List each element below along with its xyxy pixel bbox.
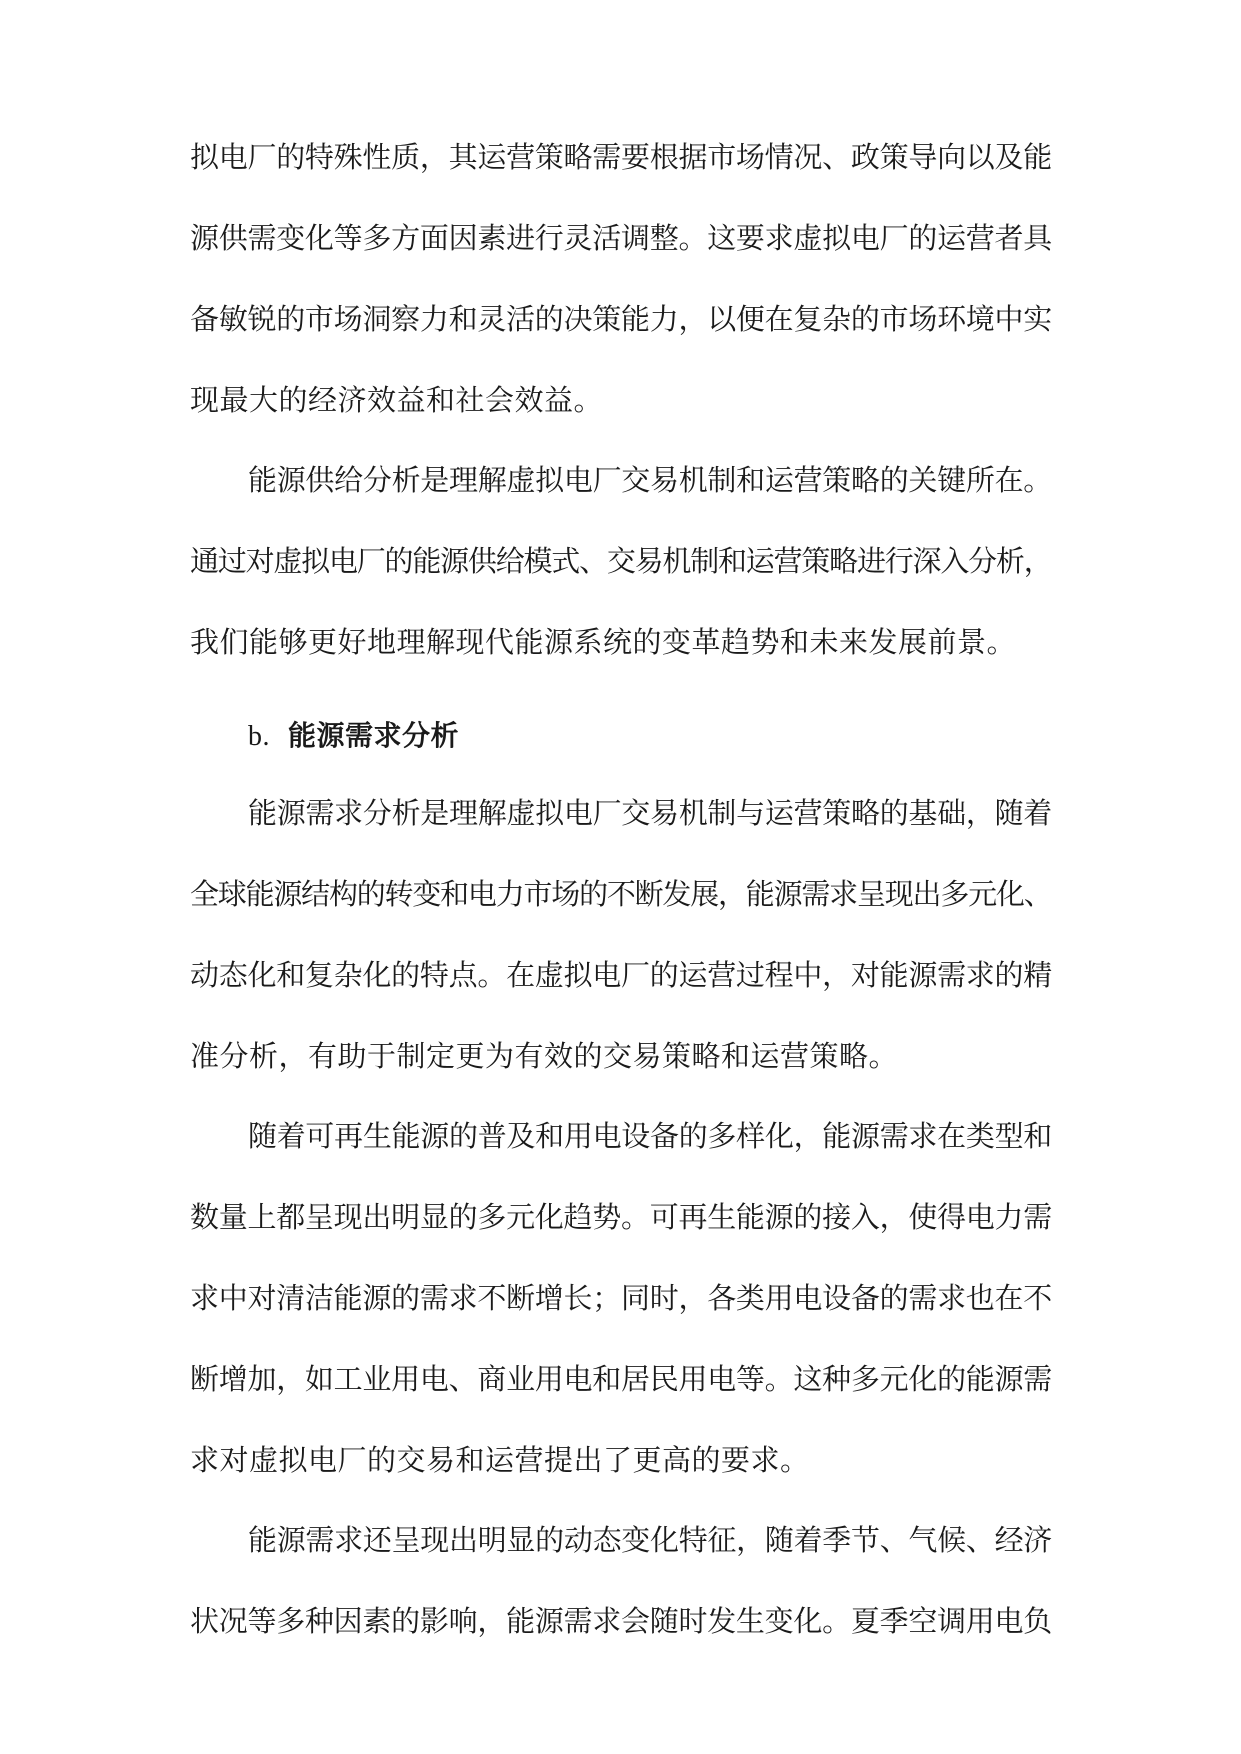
paragraph-1-line-3: 备敏锐的市场洞察力和灵活的决策能力，以便在复杂的市场环境中实 [190, 302, 1053, 336]
paragraph-1-line-2: 源供需变化等多方面因素进行灵活调整。这要求虚拟电厂的运营者具 [190, 221, 1053, 255]
paragraph-4-line-4: 断增加，如工业用电、商业用电和居民用电等。这种多元化的能源需 [190, 1362, 1053, 1396]
paragraph-4-line-2: 数量上都呈现出明显的多元化趋势。可再生能源的接入，使得电力需 [190, 1200, 1053, 1234]
paragraph-3-line-3: 动态化和复杂化的特点。在虚拟电厂的运营过程中，对能源需求的精 [190, 958, 1053, 992]
paragraph-3-line-1: 能源需求分析是理解虚拟电厂交易机制与运营策略的基础，随着 [248, 796, 1053, 830]
paragraph-1-line-1: 拟电厂的特殊性质，其运营策略需要根据市场情况、政策导向以及能 [190, 140, 1053, 174]
paragraph-4-line-5: 求对虚拟电厂的交易和运营提出了更高的要求。 [190, 1443, 810, 1477]
paragraph-2-line-3: 我们能够更好地理解现代能源系统的变革趋势和未来发展前景。 [190, 625, 1017, 659]
paragraph-3-line-2: 全球能源结构的转变和电力市场的不断发展，能源需求呈现出多元化、 [190, 877, 1052, 911]
section-heading [248, 716, 1110, 757]
paragraph-5-line-1: 能源需求还呈现出明显的动态变化特征，随着季节、气候、经济 [248, 1523, 1053, 1557]
paragraph-4-line-3: 求中对清洁能源的需求不断增长；同时，各类用电设备的需求也在不 [190, 1281, 1053, 1315]
paragraph-4-line-1: 随着可再生能源的普及和用电设备的多样化，能源需求在类型和 [248, 1119, 1053, 1153]
paragraph-1-line-4: 现最大的经济效益和社会效益。 [190, 383, 604, 417]
paragraph-5-line-2: 状况等多种因素的影响，能源需求会随时发生变化。夏季空调用电负 [190, 1604, 1053, 1638]
section-heading-number: b. [248, 721, 270, 752]
section-heading-title: 能源需求分析 [288, 719, 460, 752]
paragraph-3-line-4: 准分析，有助于制定更为有效的交易策略和运营策略。 [190, 1039, 899, 1073]
paragraph-2-line-1: 能源供给分析是理解虚拟电厂交易机制和运营策略的关键所在。 [248, 463, 1053, 497]
paragraph-2-line-2: 通过对虚拟电厂的能源供给模式、交易机制和运营策略进行深入分析， [190, 544, 1052, 578]
